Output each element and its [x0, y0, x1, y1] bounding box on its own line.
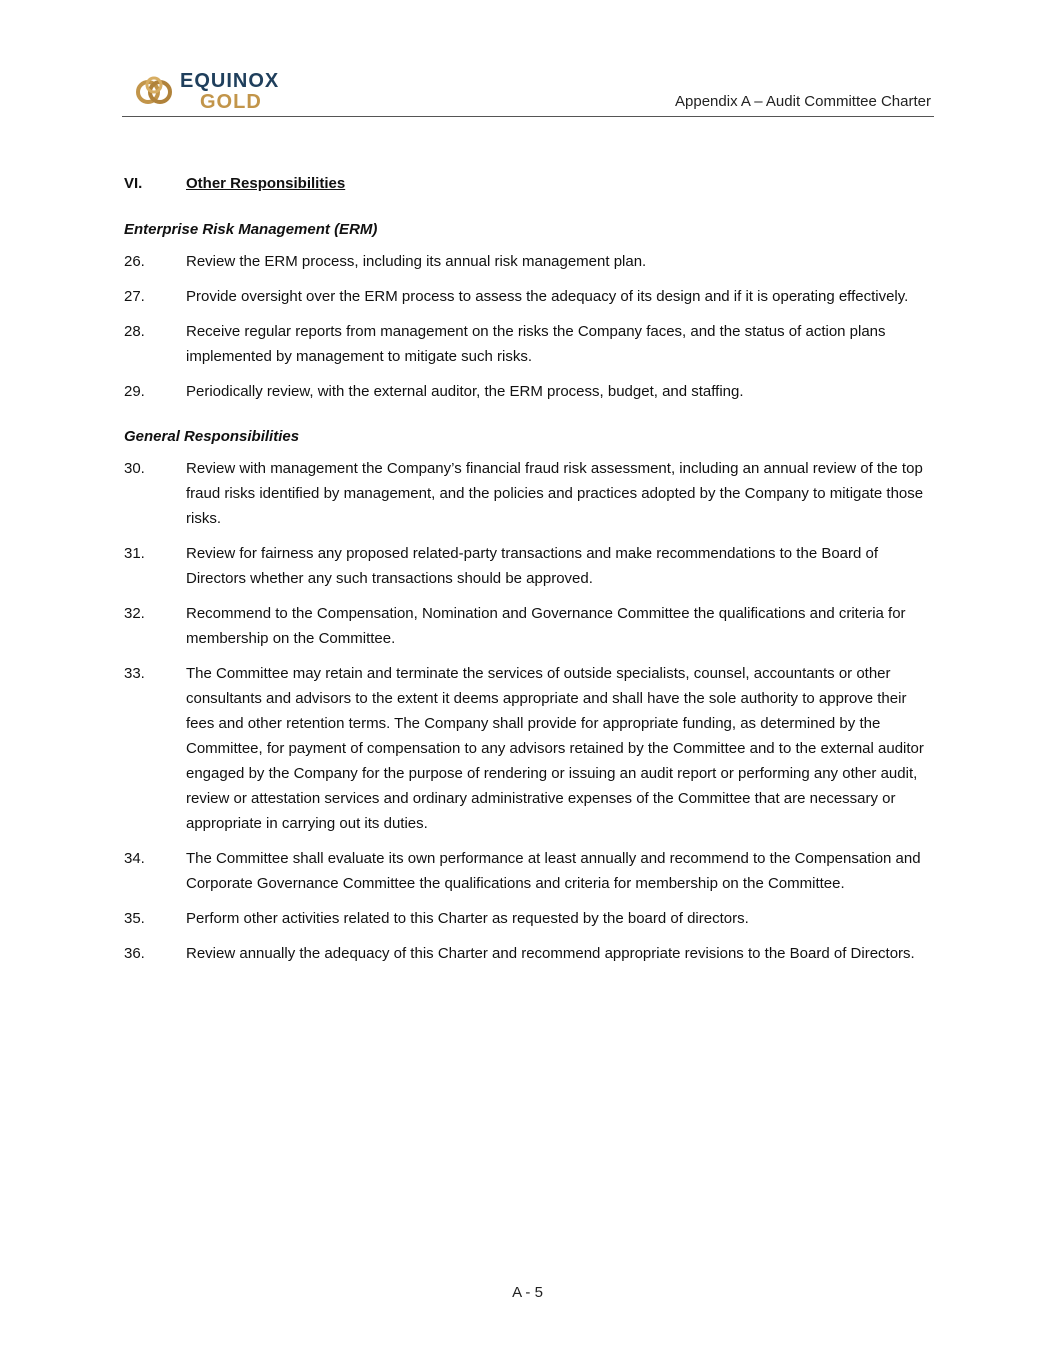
item-number: 31. — [124, 545, 145, 562]
item-text: Review annually the adequacy of this Charter and recommend appropriate revisions to the Board of Directors. — [186, 945, 915, 962]
item-text: Perform other activities related to this Charter as requested by the board of directors. — [186, 910, 749, 927]
equinox-gold-swirl-icon — [134, 72, 174, 112]
document-body — [124, 171, 934, 976]
list-item — [124, 601, 934, 651]
item-text: Receive regular reports from management on the risks the Company faces, and the status of action plans implemented by management to mitigate such risks. — [186, 323, 886, 365]
erm-heading: Enterprise Risk Management (ERM) — [124, 221, 378, 238]
logo-text-equinox: EQUINOX — [180, 70, 280, 92]
list-item — [124, 541, 934, 591]
company-logo — [134, 70, 304, 114]
item-number: 26. — [124, 253, 145, 270]
section-title: Other Responsibilities — [186, 175, 346, 192]
item-text: Provide oversight over the ERM process to assess the adequacy of its design and if it is operating effectively. — [186, 288, 909, 305]
item-text: The Committee may retain and terminate the services of outside specialists, counsel, accountants or other consultants and advisors to the extent it deems appropriate and shall have the sole authority to approve their fees and other retention terms. The Company shall provide for appropriate funding, as determined by the Committee, for payment of compensation to any advisors retained by the Committee and to the external auditor engaged by the Company for the purpose of rendering or issuing an audit report or performing any other audit, review or attestation services and ordinary administrative expenses of the Committee that are necessary or appropriate in carrying out its duties. — [186, 665, 924, 832]
item-number: 27. — [124, 288, 145, 305]
logo-text-gold: GOLD — [200, 91, 262, 113]
page-number: A - 5 — [512, 1284, 543, 1301]
list-item — [124, 906, 934, 931]
item-number: 29. — [124, 383, 145, 400]
item-number: 28. — [124, 323, 145, 340]
list-item — [124, 661, 934, 836]
list-item — [124, 846, 934, 896]
logo-wordmark — [180, 70, 279, 112]
section-number: VI. — [124, 175, 143, 192]
list-item — [124, 941, 934, 966]
general-heading: General Responsibilities — [124, 428, 300, 445]
list-item — [124, 379, 934, 404]
item-text: Review the ERM process, including its annual risk management plan. — [186, 253, 647, 270]
item-text: The Committee shall evaluate its own performance at least annually and recommend to the Compensation and Corporate Governance Committee the qualifications and criteria for membership on the Committee. — [186, 850, 921, 892]
item-number: 33. — [124, 665, 145, 682]
item-number: 35. — [124, 910, 145, 927]
list-item — [124, 456, 934, 531]
item-text: Recommend to the Compensation, Nomination and Governance Committee the qualifications and criteria for membership on the Committee. — [186, 605, 906, 647]
list-item — [124, 319, 934, 369]
item-number: 36. — [124, 945, 145, 962]
page-header — [122, 68, 934, 117]
item-text: Review for fairness any proposed related-party transactions and make recommendations to the Board of Directors whether any such transactions should be approved. — [186, 545, 879, 587]
item-number: 34. — [124, 850, 145, 867]
list-item — [124, 249, 934, 274]
section-heading — [124, 171, 934, 193]
item-text: Periodically review, with the external auditor, the ERM process, budget, and staffing. — [186, 383, 744, 400]
header-title: Appendix A – Audit Committee Charter — [675, 93, 931, 110]
list-item — [124, 284, 934, 309]
item-number: 30. — [124, 460, 145, 477]
item-number: 32. — [124, 605, 145, 622]
item-text: Review with management the Company’s financial fraud risk assessment, including an annual review of the top fraud risks identified by management, and the policies and practices adopted by the Company to mitigate those risks. — [186, 460, 924, 527]
